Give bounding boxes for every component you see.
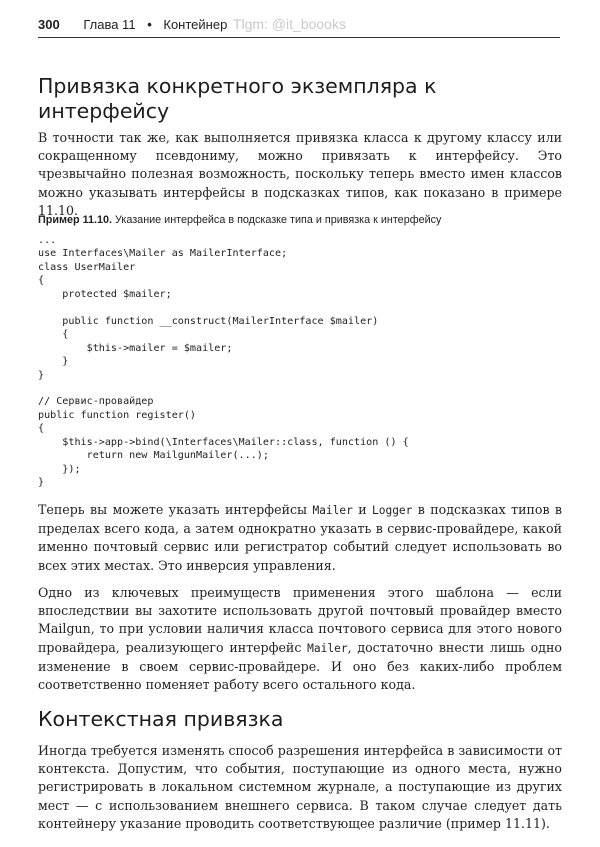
intro-paragraph: В точности так же, как выполняется привязка класса к другому классу или сокращенному псевдониму, можно привязать к интерфейсу. Это чрезвычайно полезная возможность, поскольку теперь вместо имен классов можно указывать интерфейсы в подсказках типов, как показано в примере 11.10. xyxy=(38,130,562,218)
example-title: Указание интерфейса в подсказке типа и привязка к интерфейсу xyxy=(115,214,442,226)
inline-code: Mailer xyxy=(307,641,348,655)
paragraph-advantages xyxy=(38,584,562,694)
inline-code: Mailer xyxy=(312,504,353,517)
page-number: 300 xyxy=(38,17,60,32)
paragraph-inversion xyxy=(38,501,562,575)
paragraph-text: в подсказках типов в пределах всего кода, а затем однократно указать в сервис-провайдере, какой именно почтовый сервис или регистратор событий следует использовать во всех этих местах. Это инверсия управления. xyxy=(38,502,562,573)
section-heading: Привязка конкретного экземпляра к интерфейсу xyxy=(38,74,437,123)
chapter-label: Глава 11 xyxy=(83,17,136,32)
paragraph-text: , достаточно внести лишь одно изменение в своем сервис-провайдере. И оно без каких-либо проблем соответственно поменяет работу всего остального кода. xyxy=(38,639,562,693)
paragraph-contextual: Иногда требуется изменять способ разрешения интерфейса в зависимости от контекста. Допустим, что события, поступающие из одного места, нужно регистрировать в локальном системном журнале, а поступающие из других мест — с использованием внешнего сервиса. В таком случае следует дать контейнеру указание проводить соответствующее различие (пример 11.11). xyxy=(38,743,562,831)
code-listing: ... use Interfaces\Mailer as MailerInterface; class UserMailer { protected $mailer; public function __construct(MailerInterface $mailer) { $this->mailer = $mailer; } } // Сервис-провайдер public function register() { $this->app->bind(\Interfaces\Mailer::class, function () { return new MailgunMailer(...); }); } xyxy=(38,235,409,489)
paragraph-text: Одно из ключевых преимуществ применения этого шаблона — если впоследствии вы захотите использовать другой почтовый провайдер вместо Mailgun, то при условии наличия класса почтового сервиса для этого нового провайдера, реализующего интерфейс xyxy=(38,585,562,655)
paragraph-text: Теперь вы можете указать интерфейсы xyxy=(38,502,313,517)
section-heading-contextual: Контекстная привязка xyxy=(38,707,284,731)
inline-code: Logger xyxy=(371,504,413,517)
section-label: Контейнер xyxy=(163,17,228,32)
header-separator: • xyxy=(147,17,152,32)
paragraph-text: и xyxy=(352,502,372,517)
example-caption xyxy=(38,213,562,227)
header-rule xyxy=(38,37,560,38)
example-label: Пример 11.10. xyxy=(38,214,113,226)
running-header xyxy=(38,16,560,38)
watermark: Tlgm: @it_boooks xyxy=(232,16,346,32)
